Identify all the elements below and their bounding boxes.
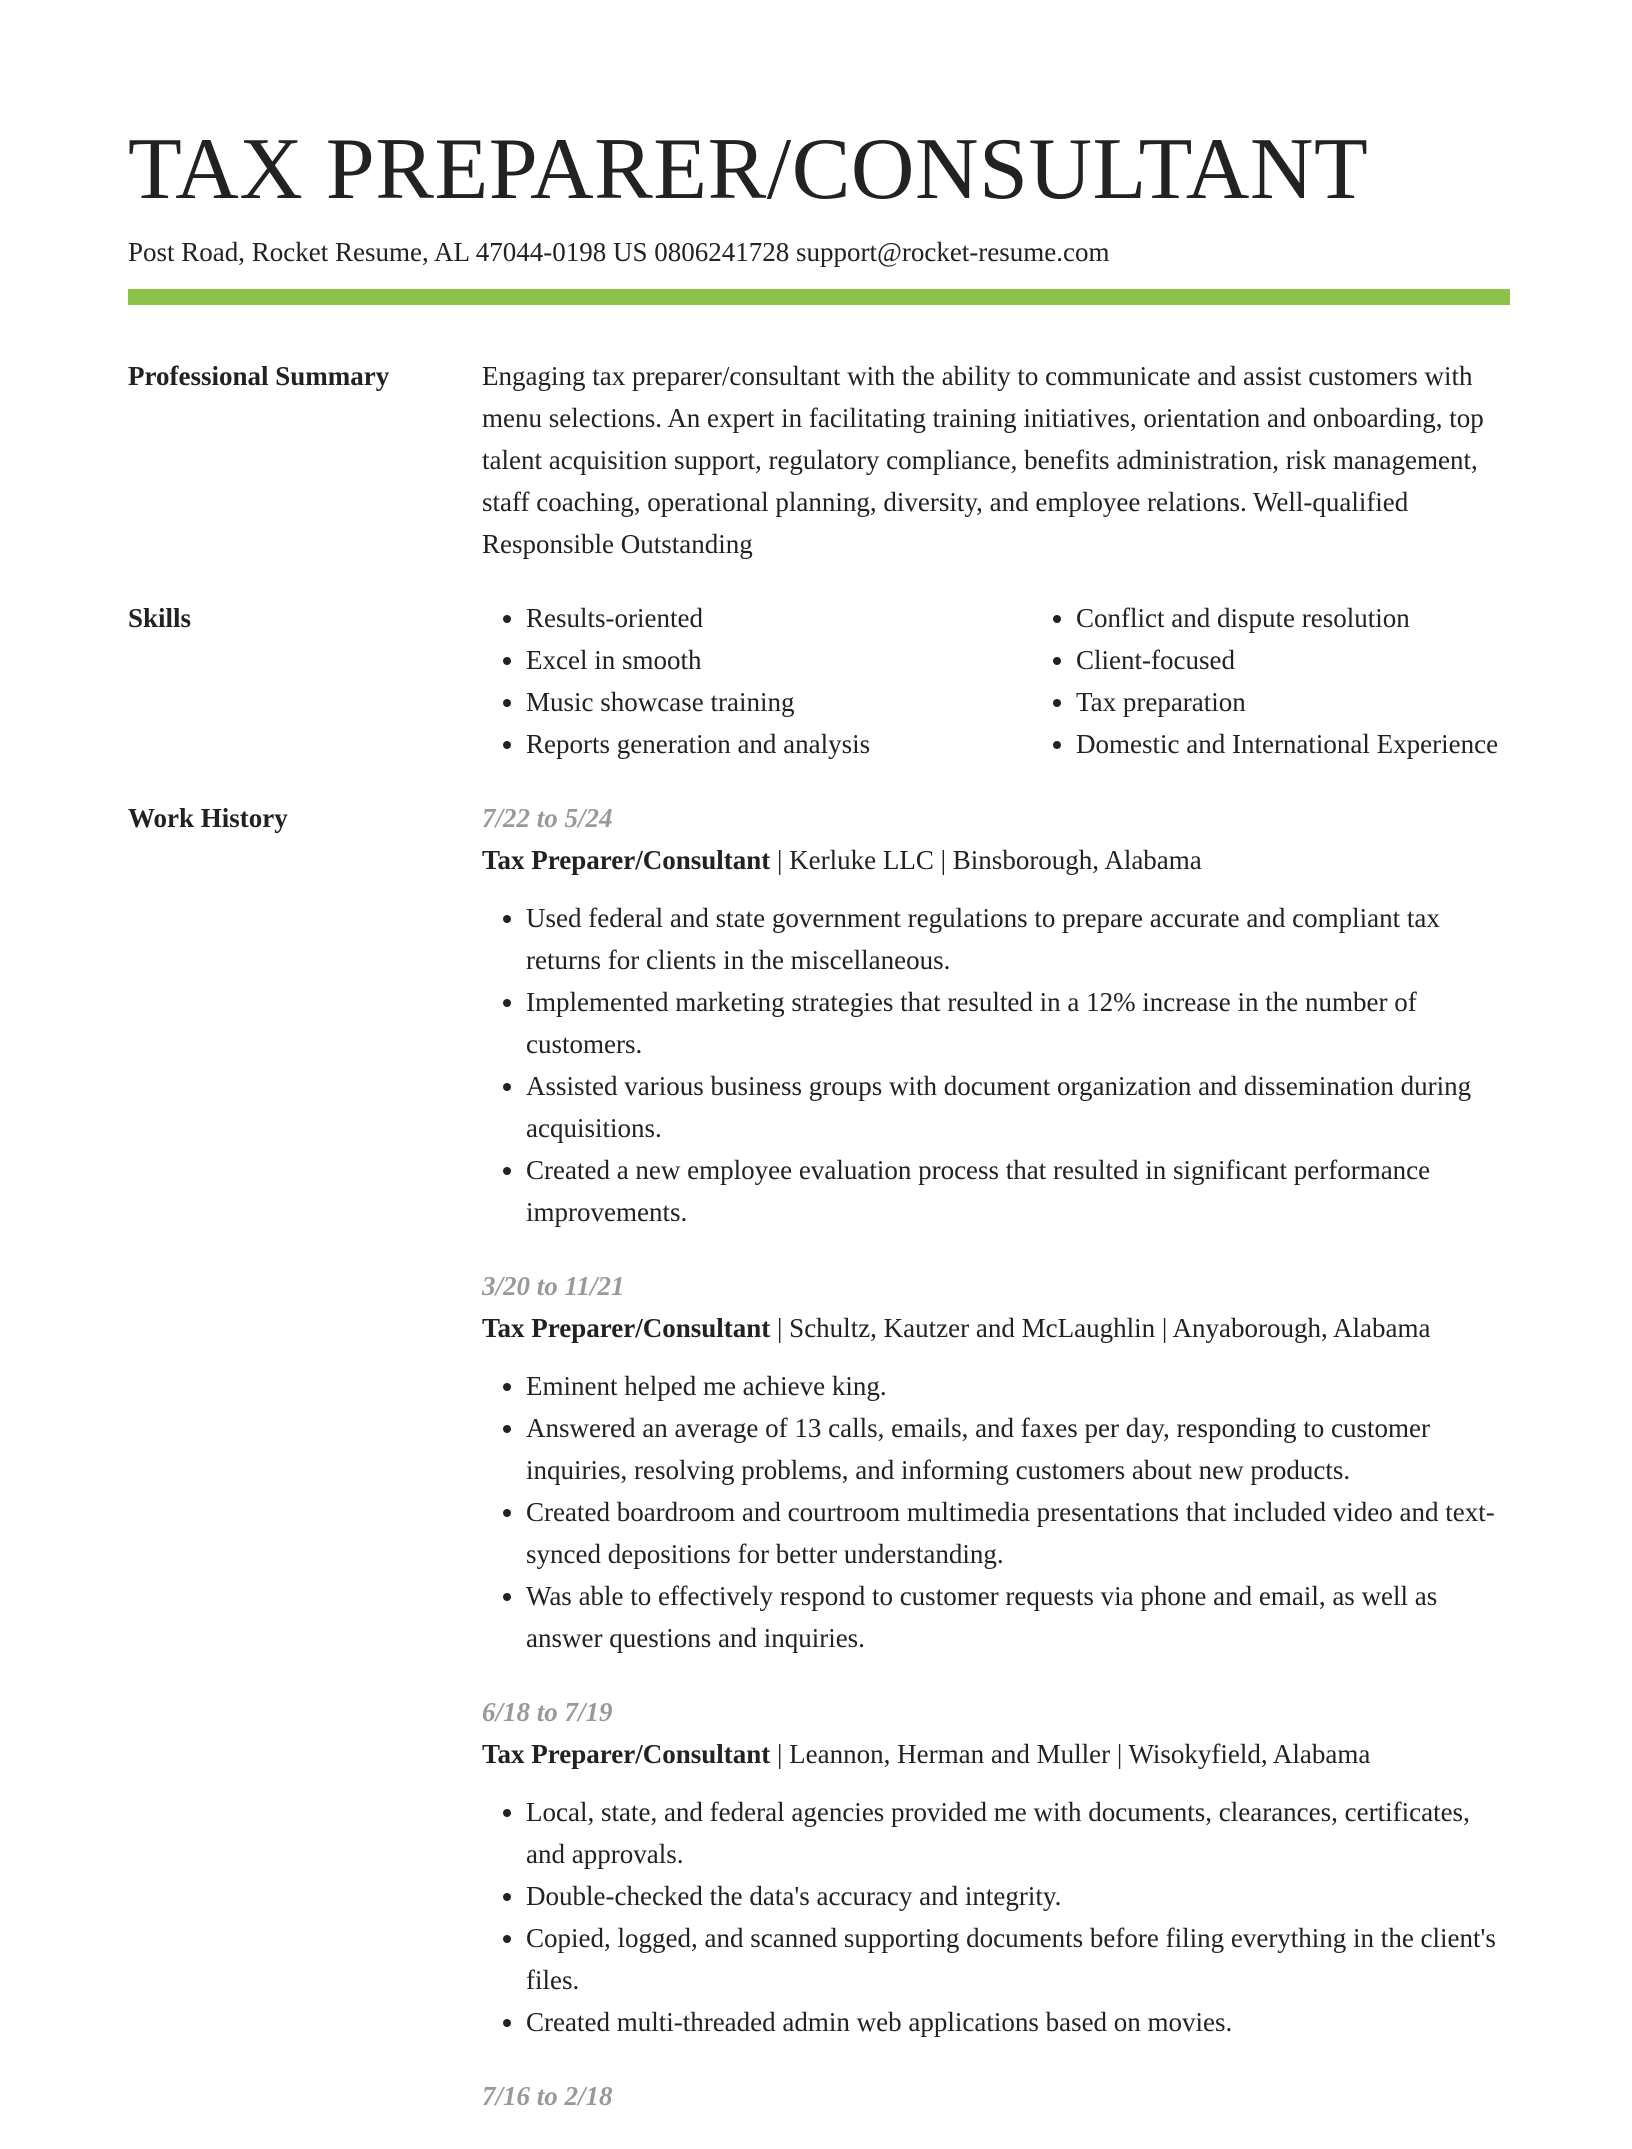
- job-dates: 7/22 to 5/24: [482, 803, 613, 833]
- job-heading: [482, 1307, 1510, 1349]
- job-bullet: • Was able to effectively respond to customer requests via phone and email, as well as answer questions and inquiries.: [526, 1575, 1510, 1659]
- job-employer-location: | Kerluke LLC | Binsborough, Alabama: [770, 845, 1202, 875]
- job-bullet: • Created a new employee evaluation process that resulted in significant performance improvements.: [526, 1149, 1510, 1233]
- job-entry: [482, 2075, 1510, 2117]
- skills-section: [128, 597, 1510, 765]
- work-history-section: [128, 797, 1510, 2149]
- skill-item: • Results-oriented: [526, 597, 1032, 639]
- skills-column-right: [1032, 597, 1556, 765]
- job-entry: [482, 797, 1510, 1233]
- professional-summary-section: [128, 355, 1510, 565]
- job-bullet: • Used federal and state government regulations to prepare accurate and compliant tax returns for clients in the miscellaneous.: [526, 897, 1510, 981]
- work-history-body: [482, 797, 1510, 2149]
- skill-item: • Reports generation and analysis: [526, 723, 1032, 765]
- job-bullet-list: [482, 1791, 1510, 2043]
- job-bullet: • Created boardroom and courtroom multimedia presentations that included video and text-synced depositions for better understanding.: [526, 1491, 1510, 1575]
- job-bullet: • Copied, logged, and scanned supporting documents before filing everything in the client's files.: [526, 1917, 1510, 2001]
- job-dates: 3/20 to 11/21: [482, 1271, 625, 1301]
- job-bullet: • Answered an average of 13 calls, emails, and faxes per day, responding to customer inquiries, resolving problems, and informing customers about new products.: [526, 1407, 1510, 1491]
- job-bullet-list: [482, 1365, 1510, 1659]
- job-bullet: • Assisted various business groups with document organization and dissemination during acquisitions.: [526, 1065, 1510, 1149]
- section-label-work-history: Work History: [128, 803, 288, 833]
- skill-item: • Domestic and International Experience: [1076, 723, 1556, 765]
- job-title: Tax Preparer/Consultant: [482, 1739, 771, 1769]
- job-entry: [482, 1265, 1510, 1659]
- job-dates: 6/18 to 7/19: [482, 1697, 613, 1727]
- resume-title: TAX PREPARER/CONSULTANT: [128, 121, 1369, 218]
- job-heading: [482, 839, 1510, 881]
- job-employer-location: | Leannon, Herman and Muller | Wisokyfield, Alabama: [770, 1739, 1371, 1769]
- resume-page: [128, 0, 1510, 2149]
- job-entry: [482, 1691, 1510, 2043]
- job-bullet-list: [482, 897, 1510, 1233]
- contact-info: Post Road, Rocket Resume, AL 47044-0198 US 0806241728 support@rocket-resume.com: [128, 237, 1110, 267]
- job-title: Tax Preparer/Consultant: [482, 845, 771, 875]
- skills-column-left: [482, 597, 1032, 765]
- section-label-summary: Professional Summary: [128, 361, 390, 391]
- summary-text: Engaging tax preparer/consultant with the ability to communicate and assist customers with menu selections. An expert in facilitating training initiatives, orientation and onboarding, top talent acquisition support, regulatory compliance, benefits administration, risk management, staff coaching, operational planning, diversity, and employee relations. Well-qualified Responsible Outstanding: [482, 361, 1484, 559]
- job-heading: [482, 1733, 1510, 1775]
- accent-rule: [128, 289, 1510, 305]
- job-title: Tax Preparer/Consultant: [482, 1313, 771, 1343]
- job-dates: 7/16 to 2/18: [482, 2081, 613, 2111]
- skill-item: • Music showcase training: [526, 681, 1032, 723]
- skill-item: • Tax preparation: [1076, 681, 1556, 723]
- skill-item: • Excel in smooth: [526, 639, 1032, 681]
- job-bullet: • Eminent helped me achieve king.: [526, 1365, 1510, 1407]
- job-bullet: • Created multi-threaded admin web applications based on movies.: [526, 2001, 1510, 2043]
- job-bullet: • Implemented marketing strategies that resulted in a 12% increase in the number of customers.: [526, 981, 1510, 1065]
- skills-grid: [482, 597, 1556, 765]
- job-bullet: • Local, state, and federal agencies provided me with documents, clearances, certificates, and approvals.: [526, 1791, 1510, 1875]
- job-employer-location: | Schultz, Kautzer and McLaughlin | Anyaborough, Alabama: [770, 1313, 1431, 1343]
- skill-item: • Client-focused: [1076, 639, 1556, 681]
- skills-body: [482, 597, 1556, 765]
- skill-item: • Conflict and dispute resolution: [1076, 597, 1556, 639]
- section-label-skills: Skills: [128, 603, 192, 633]
- job-bullet: • Double-checked the data's accuracy and integrity.: [526, 1875, 1510, 1917]
